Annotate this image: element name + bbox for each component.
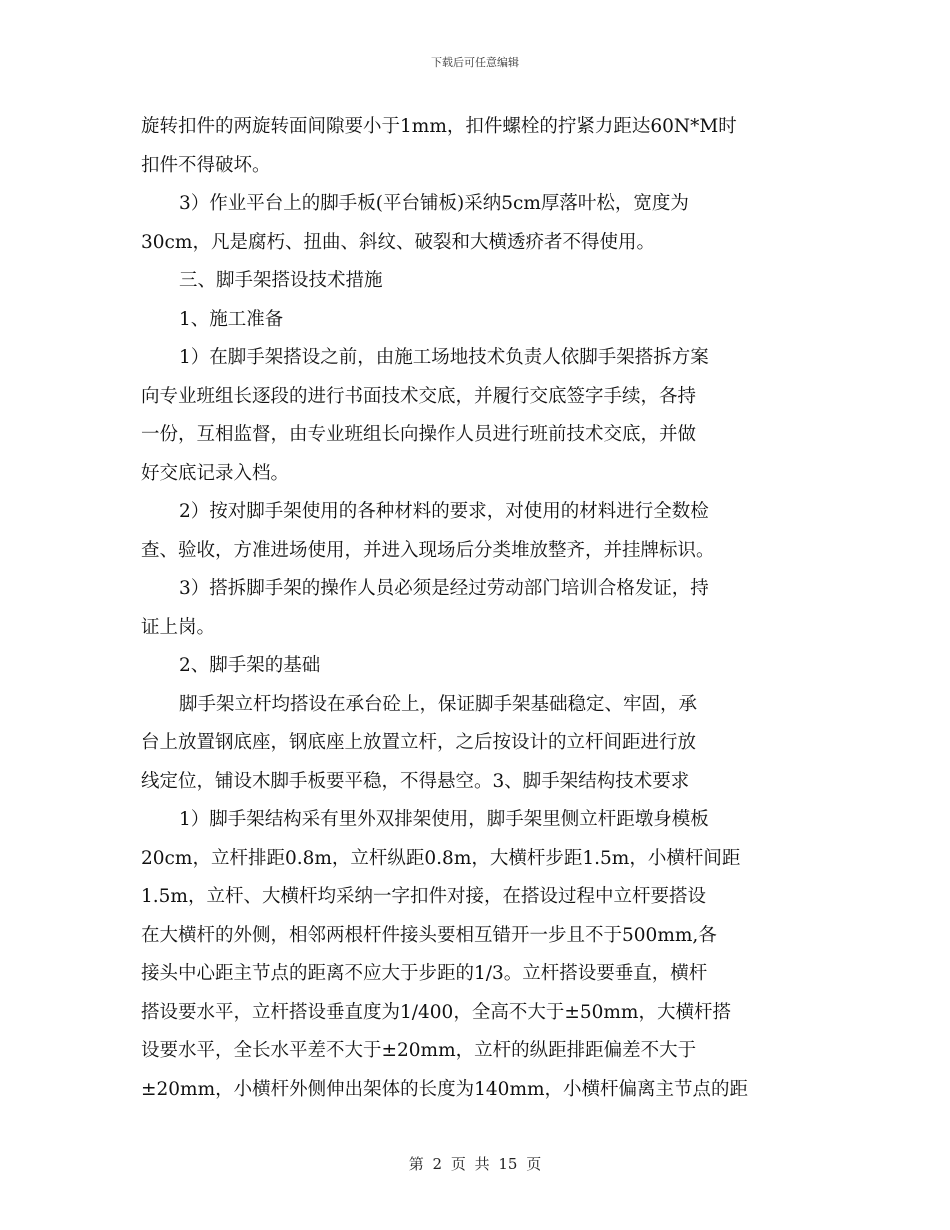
subsection-heading bbox=[141, 301, 811, 340]
subsection-heading bbox=[141, 647, 811, 686]
text-line: 三、脚手架搭设技术措施 bbox=[179, 270, 383, 291]
page-header: 下载后可任意编辑 bbox=[431, 56, 519, 69]
text-line: 2）按对脚手架使用的各种材料的要求，对使用的材料进行全数检 bbox=[179, 501, 709, 522]
paragraph-technical-briefing bbox=[141, 339, 811, 493]
text-line: 20cm，立杆排距0.8m，立杆纵距0.8m，大横杆步距1.5m，小横杆间距 bbox=[141, 847, 741, 869]
text-line: 脚手架立杆均搭设在承台砼上，保证脚手架基础稳定、牢固，承 bbox=[179, 693, 698, 715]
text-line: 1）脚手架结构采有里外双排架使用，脚手架里侧立杆距墩身模板 bbox=[179, 809, 709, 830]
paragraph-structure-requirements bbox=[141, 801, 811, 1109]
text-line: 向专业班组长逐段的进行书面技术交底，并履行交底签字手续，各持 bbox=[141, 385, 697, 407]
text-line: 查、验收，方准进场使用，并进入现场后分类堆放整齐，并挂牌标识。 bbox=[141, 539, 715, 561]
text-line: 在大横杆的外侧，相邻两根杆件接头要相互错开一步且不于500mm,各 bbox=[141, 924, 717, 946]
text-line: 搭设要水平，立杆搭设垂直度为1/400，全高不大于±50mm，大横杆搭 bbox=[141, 1001, 731, 1023]
text-line: 3）作业平台上的脚手板(平台铺板)采纳5cm厚落叶松，宽度为 bbox=[179, 193, 689, 214]
text-line: 好交底记录入档。 bbox=[141, 462, 290, 484]
text-line: 台上放置钢底座，钢底座上放置立杆，之后按设计的立杆间距进行放 bbox=[141, 732, 697, 753]
paragraph-operator-certification bbox=[141, 570, 811, 647]
text-line: 扣件不得破坏。 bbox=[141, 154, 271, 176]
text-line: 1.5m，立杆、大横杆均采纳一字扣件对接，在搭设过程中立杆要搭设 bbox=[141, 886, 706, 907]
paragraph-material-inspection bbox=[141, 493, 811, 570]
text-line: 3）搭拆脚手架的操作人员必须是经过劳动部门培训合格发证，持 bbox=[179, 578, 709, 599]
text-line: 旋转扣件的两旋转面间隙要小于1mm，扣件螺栓的拧紧力距达60N*M时 bbox=[141, 116, 737, 137]
text-line: 线定位，铺设木脚手板要平稳，不得悬空。3、脚手架结构技术要求 bbox=[141, 770, 690, 792]
text-line: 2、脚手架的基础 bbox=[179, 655, 321, 676]
text-line: 设要水平，全长水平差不大于±20mm，立杆的纵距排距偏差不大于 bbox=[141, 1040, 697, 1061]
document-body bbox=[141, 108, 811, 1109]
text-line: 接头中心距主节点的距离不应大于步距的1/3。立杆搭设要垂直，横杆 bbox=[141, 963, 708, 984]
text-line: ±20mm，小横杆外侧伸出架体的长度为140mm，小横杆偏离主节点的距 bbox=[141, 1078, 749, 1100]
paragraph-foundation bbox=[141, 686, 811, 802]
text-line: 1）在脚手架搭设之前，由施工场地技术负责人依脚手架搭拆方案 bbox=[179, 347, 709, 368]
text-line: 30cm，凡是腐朽、扭曲、斜纹、破裂和大横透疥者不得使用。 bbox=[141, 231, 655, 253]
text-line: 一份，互相监督，由专业班组长向操作人员进行班前技术交底，并做 bbox=[141, 424, 697, 445]
section-heading bbox=[141, 262, 811, 301]
text-line: 证上岗。 bbox=[141, 616, 216, 638]
page-number: 第 2 页 共 15 页 bbox=[408, 1155, 542, 1173]
paragraph-continuation bbox=[141, 108, 811, 185]
paragraph-platform-board bbox=[141, 185, 811, 262]
text-line: 1、施工准备 bbox=[179, 308, 284, 330]
